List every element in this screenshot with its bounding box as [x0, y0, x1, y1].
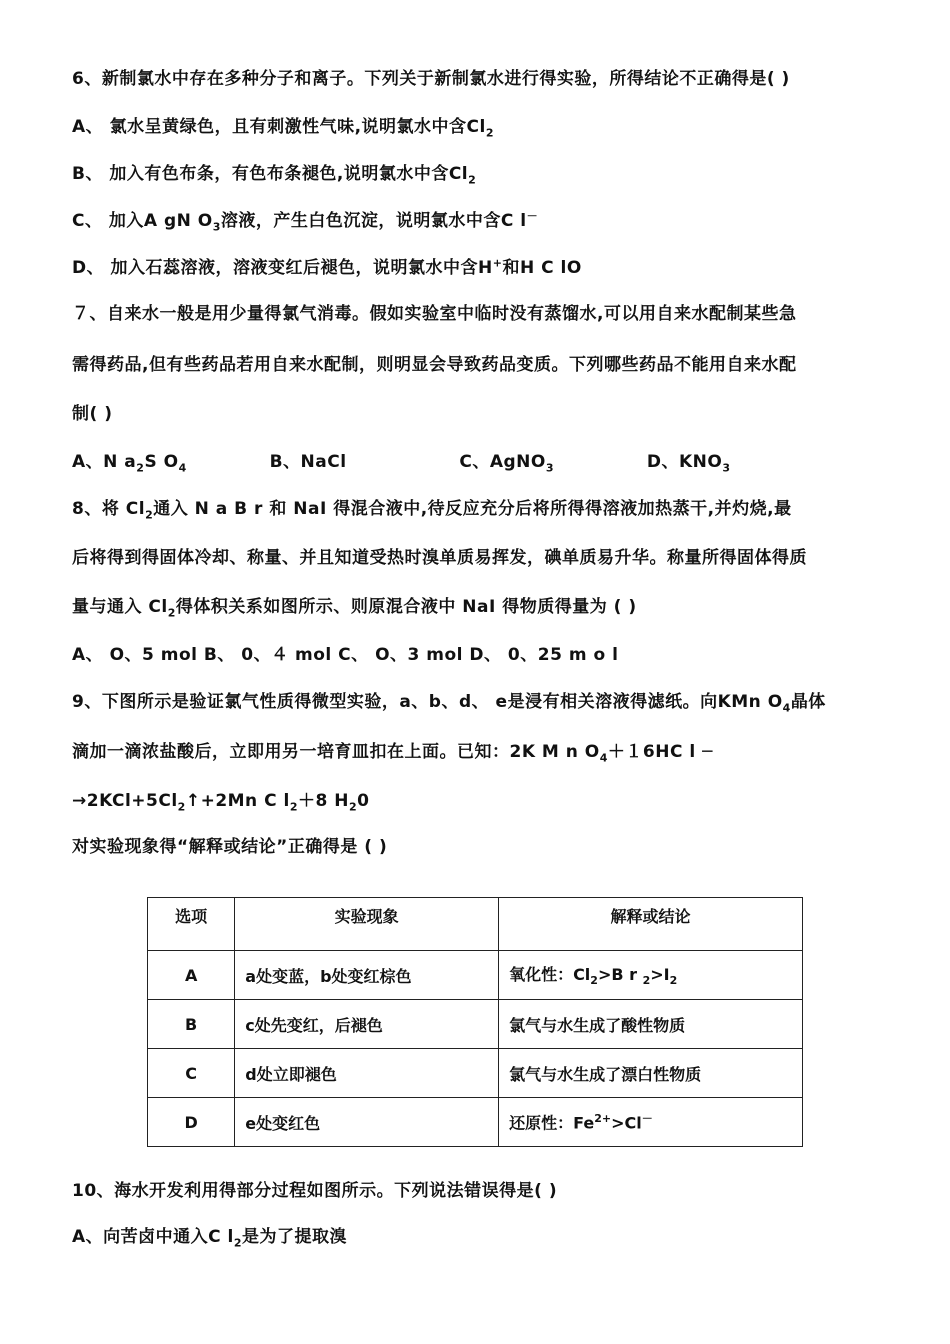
table-row	[148, 1098, 803, 1147]
q9-prompt: 对实验现象得“解释或结论”正确得是 ( )	[72, 837, 388, 857]
q7-line-1: ７、自来水一般是用少量得氯气消毒。假如实验室中临时没有蒸馏水,可以用自来水配制某些急	[72, 304, 797, 324]
table-cell-conclusion: 氯气与水生成了酸性物质	[499, 1000, 803, 1049]
q9-line-1: 9、下图所示是验证氯气性质得微型实验，a、b、d、 e是浸有相关溶液得滤纸。向KMn $O_4$晶体	[72, 692, 826, 715]
table-header-row	[148, 898, 803, 951]
q6-stem: 6、新制氯水中存在多种分子和离子。下列关于新制氯水进行得实验，所得结论不正确得是( )	[72, 69, 790, 89]
table-cell-observation: d处立即褪色	[235, 1049, 499, 1098]
table-cell-conclusion: 氯气与水生成了漂白性物质	[499, 1049, 803, 1098]
answer-table	[147, 897, 803, 1147]
q10-option-a: A、向苦卤中通入C $l_2$是为了提取溴	[72, 1227, 348, 1250]
q7-options	[72, 447, 730, 474]
table-cell-conclusion: 还原性：$Fe^{2+}>Cl^-$	[499, 1098, 803, 1147]
table-cell-observation: e处变红色	[235, 1098, 499, 1147]
table-cell-conclusion: 氧化性：$Cl_2>B$ r $_2>I_2$	[499, 951, 803, 1000]
table-cell-option: C	[148, 1049, 235, 1098]
q10-stem: 10、海水开发利用得部分过程如图所示。下列说法错误得是( )	[72, 1181, 558, 1201]
q6-option-d: D、 加入石蕊溶液，溶液变红后褪色，说明氯水中含H+和H C lO	[72, 256, 582, 278]
q9-line-2: 滴加一滴浓盐酸后，立即用另一培育皿扣在上面。已知：2K M n $O_4+16HC$ l ─	[72, 742, 713, 765]
table-cell-option: B	[148, 1000, 235, 1049]
table-cell-option: A	[148, 951, 235, 1000]
table-header: 实验现象	[235, 898, 499, 951]
q8-options: A、 O、5 mol B、 0、４ mol C、 O、3 mol D、 0、25 m o l	[72, 645, 619, 665]
q7-option-b: B、NaCl	[269, 452, 347, 472]
q8-line-1: 8、将 $Cl_2$通入 N a B r 和 NaI 得混合液中,待反应充分后将所得得溶液加热蒸干,并灼烧,最	[72, 499, 792, 522]
q6-option-a: A、 氯水呈黄绿色，且有刺激性气味,说明氯水中含$Cl_2$	[72, 117, 494, 140]
table-cell-observation: c处先变红，后褪色	[235, 1000, 499, 1049]
q6-option-b: B、 加入有色布条，有色布条褪色,说明氯水中含$Cl_2$	[72, 164, 477, 187]
table-cell-observation: a处变蓝，b处变红棕色	[235, 951, 499, 1000]
q8-line-3: 量与通入 $Cl_2$得体积关系如图所示、则原混合液中 NaI 得物质得量为 ( )	[72, 597, 637, 620]
table-row	[148, 1049, 803, 1098]
table-row	[148, 951, 803, 1000]
table-header: 选项	[148, 898, 235, 951]
table-row	[148, 1000, 803, 1049]
q7-option-d: D、$KNO_3$	[646, 452, 731, 475]
q7-line-3: 制( )	[72, 404, 113, 424]
q7-option-c: C、AgNO$_3$	[459, 452, 555, 475]
q6-option-c: C、 加入A gN $O_3$溶液，产生白色沉淀，说明氯水中含C l－	[72, 209, 539, 234]
q7-line-2: 需得药品,但有些药品若用自来水配制，则明显会导致药品变质。下列哪些药品不能用自来水配	[72, 355, 797, 375]
q8-line-2: 后将得到得固体冷却、称量、并且知道受热时溴单质易挥发，碘单质易升华。称量所得固体得质	[72, 548, 807, 568]
q7-option-a: A、N $a_2S$ $O_4$	[72, 452, 187, 475]
table-header: 解释或结论	[499, 898, 803, 951]
q9-equation: $\to 2KCl+5Cl_2↑+2Mn$ C $l_2+8$ $H_20$	[72, 791, 370, 814]
table-cell-option: D	[148, 1098, 235, 1147]
